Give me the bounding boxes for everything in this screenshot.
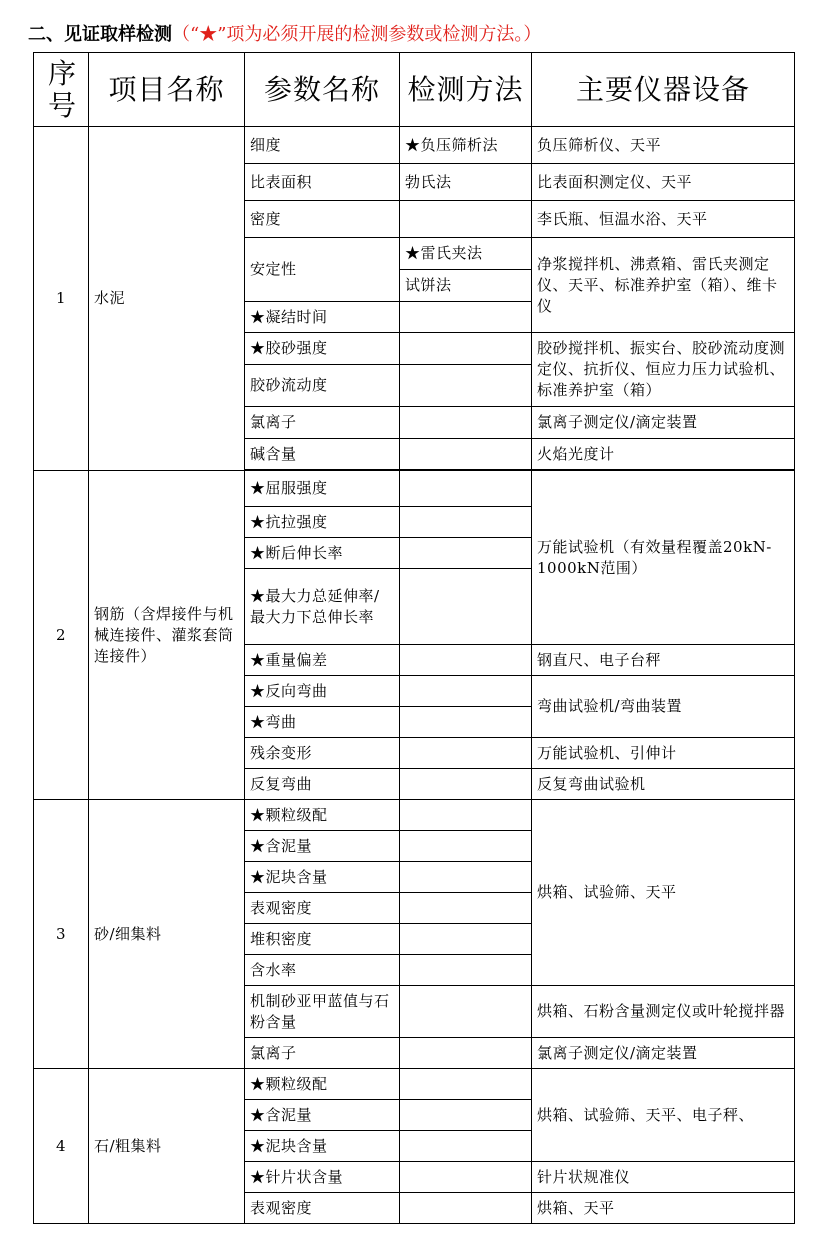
param-cell: ★反向弯曲 [245, 676, 400, 707]
equipment-cell: 火焰光度计 [532, 439, 795, 470]
method-cell [400, 1069, 532, 1100]
equipment-cell: 胶砂搅拌机、振实台、胶砂流动度测定仪、抗折仪、恒应力压力试验机、标准养护室（箱） [532, 333, 795, 407]
header-row [34, 53, 795, 127]
param-cell: 残余变形 [245, 738, 400, 769]
equipment-cell: 氯离子测定仪/滴定装置 [532, 1038, 795, 1069]
seq-cell: 2 [34, 471, 89, 800]
item-name-cell: 水泥 [89, 127, 245, 471]
method-cell [400, 707, 532, 738]
param-cell: ★抗拉强度 [245, 507, 400, 538]
item-name-cell: 砂/细集料 [89, 800, 245, 1069]
header-seq: 序号 [34, 53, 89, 127]
header-item-name: 项目名称 [89, 53, 245, 127]
table-row [34, 800, 795, 831]
method-cell: 勃氏法 [400, 164, 532, 201]
method-cell [400, 955, 532, 986]
param-cell: 细度 [245, 127, 400, 164]
method-cell [400, 986, 532, 1038]
equipment-cell: 万能试验机、引伸计 [532, 738, 795, 769]
table-row [34, 1069, 795, 1100]
param-cell: ★泥块含量 [245, 1131, 400, 1162]
method-cell [400, 800, 532, 831]
method-cell [400, 738, 532, 769]
equipment-cell: 负压筛析仪、天平 [532, 127, 795, 164]
method-cell [400, 439, 532, 470]
equipment-cell: 钢直尺、电子台秤 [532, 645, 795, 676]
method-cell [400, 407, 532, 439]
table-row [34, 127, 795, 164]
header-param-name: 参数名称 [245, 53, 400, 127]
method-cell: 试饼法 [400, 270, 532, 302]
table-row [34, 471, 795, 507]
header-equipment: 主要仪器设备 [532, 53, 795, 127]
item-name-cell: 钢筋（含焊接件与机械连接件、灌浆套筒连接件） [89, 471, 245, 800]
equipment-cell: 烘箱、试验筛、天平 [532, 800, 795, 986]
seq-cell: 4 [34, 1069, 89, 1224]
param-cell: ★重量偏差 [245, 645, 400, 676]
param-cell: 氯离子 [245, 1038, 400, 1069]
method-cell [400, 893, 532, 924]
method-cell [400, 538, 532, 569]
method-cell [400, 769, 532, 800]
param-cell: 反复弯曲 [245, 769, 400, 800]
section-title: 二、见证取样检测 [28, 24, 172, 45]
method-cell [400, 1193, 532, 1224]
method-cell [400, 831, 532, 862]
method-cell [400, 862, 532, 893]
method-cell [400, 676, 532, 707]
equipment-cell: 弯曲试验机/弯曲装置 [532, 676, 795, 738]
method-cell [400, 1131, 532, 1162]
param-cell: 含水率 [245, 955, 400, 986]
param-cell: 安定性 [245, 238, 400, 302]
param-cell: 表观密度 [245, 1193, 400, 1224]
equipment-cell: 烘箱、石粉含量测定仪或叶轮搅拌器 [532, 986, 795, 1038]
param-cell: ★胶砂强度 [245, 333, 400, 365]
param-cell: 机制砂亚甲蓝值与石粉含量 [245, 986, 400, 1038]
equipment-cell: 针片状规准仪 [532, 1162, 795, 1193]
equipment-cell: 烘箱、天平 [532, 1193, 795, 1224]
equipment-cell: 万能试验机（有效量程覆盖20kN-1000kN范围） [532, 471, 795, 645]
param-cell: ★颗粒级配 [245, 1069, 400, 1100]
param-cell: ★弯曲 [245, 707, 400, 738]
param-cell: ★屈服强度 [245, 471, 400, 507]
param-cell: 胶砂流动度 [245, 365, 400, 407]
section-note: （“★”项为必须开展的检测参数或检测方法。） [172, 24, 542, 45]
param-cell: ★最大力总延伸率/最大力下总伸长率 [245, 569, 400, 645]
param-cell: ★凝结时间 [245, 302, 400, 333]
testing-items-table [33, 52, 795, 1224]
param-cell: ★断后伸长率 [245, 538, 400, 569]
seq-cell: 1 [34, 127, 89, 471]
method-cell [400, 569, 532, 645]
method-cell: ★负压筛析法 [400, 127, 532, 164]
method-cell [400, 1162, 532, 1193]
equipment-cell: 烘箱、试验筛、天平、电子秤、 [532, 1069, 795, 1162]
method-cell [400, 645, 532, 676]
param-cell: ★含泥量 [245, 1100, 400, 1131]
section-title-line [28, 22, 541, 48]
param-cell: ★针片状含量 [245, 1162, 400, 1193]
method-cell [400, 1100, 532, 1131]
equipment-cell: 比表面积测定仪、天平 [532, 164, 795, 201]
method-cell [400, 507, 532, 538]
param-cell: 密度 [245, 201, 400, 238]
param-cell: 表观密度 [245, 893, 400, 924]
param-cell: 堆积密度 [245, 924, 400, 955]
param-cell: 碱含量 [245, 439, 400, 470]
method-cell [400, 1038, 532, 1069]
equipment-cell: 净浆搅拌机、沸煮箱、雷氏夹测定仪、天平、标准养护室（箱）、维卡仪 [532, 238, 795, 333]
equipment-cell: 李氏瓶、恒温水浴、天平 [532, 201, 795, 238]
method-cell: ★雷氏夹法 [400, 238, 532, 270]
param-cell: ★泥块含量 [245, 862, 400, 893]
param-cell: ★含泥量 [245, 831, 400, 862]
header-method: 检测方法 [400, 53, 532, 127]
method-cell [400, 333, 532, 365]
method-cell [400, 302, 532, 333]
method-cell [400, 471, 532, 507]
param-cell: ★颗粒级配 [245, 800, 400, 831]
item-name-cell: 石/粗集料 [89, 1069, 245, 1224]
param-cell: 比表面积 [245, 164, 400, 201]
method-cell [400, 924, 532, 955]
equipment-cell: 氯离子测定仪/滴定装置 [532, 407, 795, 439]
method-cell [400, 201, 532, 238]
method-cell [400, 365, 532, 407]
param-cell: 氯离子 [245, 407, 400, 439]
equipment-cell: 反复弯曲试验机 [532, 769, 795, 800]
seq-cell: 3 [34, 800, 89, 1069]
